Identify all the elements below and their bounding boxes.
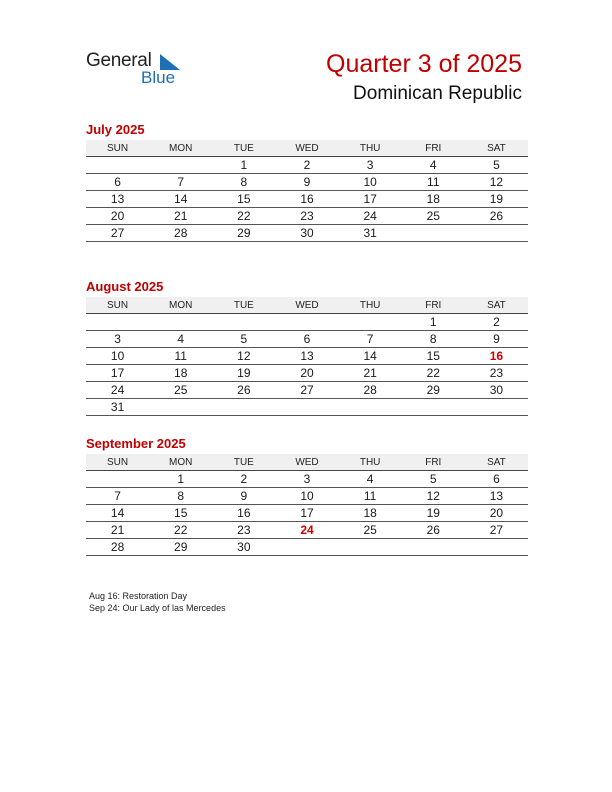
- weekday-header-row: [86, 297, 528, 314]
- weekday-header: WED: [275, 140, 338, 157]
- day-cell: 16: [275, 191, 338, 208]
- month-july: [86, 122, 528, 242]
- day-cell: 29: [402, 382, 465, 399]
- day-cell: 19: [212, 365, 275, 382]
- weekday-header: TUE: [212, 454, 275, 471]
- week-row: [86, 331, 528, 348]
- day-cell: 6: [465, 471, 528, 488]
- day-cell: 16: [465, 348, 528, 365]
- day-cell: 3: [86, 331, 149, 348]
- weekday-header: TUE: [212, 140, 275, 157]
- month-grid: [86, 297, 528, 416]
- day-cell: 8: [149, 488, 212, 505]
- day-cell: 24: [339, 208, 402, 225]
- day-cell: 11: [149, 348, 212, 365]
- month-grid: [86, 140, 528, 242]
- day-cell: 31: [86, 399, 149, 416]
- week-row: [86, 382, 528, 399]
- day-cell: 2: [275, 157, 338, 174]
- weekday-header: SUN: [86, 454, 149, 471]
- day-cell: 14: [339, 348, 402, 365]
- day-cell: 25: [402, 208, 465, 225]
- weekday-header: FRI: [402, 140, 465, 157]
- day-cell: 24: [86, 382, 149, 399]
- weekday-header-row: [86, 454, 528, 471]
- weekday-header: WED: [275, 297, 338, 314]
- logo-word-blue: Blue: [141, 68, 176, 87]
- day-cell: 6: [86, 174, 149, 191]
- day-cell: 19: [402, 505, 465, 522]
- day-cell: 2: [212, 471, 275, 488]
- day-cell: 10: [339, 174, 402, 191]
- empty-day-cell: [465, 539, 528, 556]
- empty-day-cell: [465, 225, 528, 242]
- day-cell: 1: [149, 471, 212, 488]
- weekday-header: SAT: [465, 297, 528, 314]
- day-cell: 25: [339, 522, 402, 539]
- day-cell: 13: [275, 348, 338, 365]
- week-row: [86, 365, 528, 382]
- day-cell: 12: [212, 348, 275, 365]
- day-cell: 18: [149, 365, 212, 382]
- day-cell: 15: [212, 191, 275, 208]
- day-cell: 29: [149, 539, 212, 556]
- day-cell: 13: [465, 488, 528, 505]
- day-cell: 10: [86, 348, 149, 365]
- weekday-header: THU: [339, 454, 402, 471]
- empty-day-cell: [149, 314, 212, 331]
- day-cell: 20: [86, 208, 149, 225]
- day-cell: 8: [402, 331, 465, 348]
- day-cell: 20: [465, 505, 528, 522]
- empty-day-cell: [212, 399, 275, 416]
- month-title: July 2025: [86, 122, 145, 137]
- day-cell: 7: [339, 331, 402, 348]
- day-cell: 23: [275, 208, 338, 225]
- day-cell: 30: [275, 225, 338, 242]
- empty-day-cell: [275, 539, 338, 556]
- day-cell: 17: [86, 365, 149, 382]
- day-cell: 21: [339, 365, 402, 382]
- day-cell: 22: [149, 522, 212, 539]
- day-cell: 18: [402, 191, 465, 208]
- weekday-header: FRI: [402, 297, 465, 314]
- day-cell: 22: [212, 208, 275, 225]
- weekday-header: MON: [149, 140, 212, 157]
- day-cell: 26: [212, 382, 275, 399]
- day-cell: 27: [465, 522, 528, 539]
- day-cell: 20: [275, 365, 338, 382]
- empty-day-cell: [402, 399, 465, 416]
- week-row: [86, 488, 528, 505]
- week-row: [86, 399, 528, 416]
- weekday-header: WED: [275, 454, 338, 471]
- day-cell: 30: [465, 382, 528, 399]
- day-cell: 23: [212, 522, 275, 539]
- week-row: [86, 174, 528, 191]
- day-cell: 4: [339, 471, 402, 488]
- weekday-header: FRI: [402, 454, 465, 471]
- week-row: [86, 471, 528, 488]
- day-cell: 12: [465, 174, 528, 191]
- day-cell: 10: [275, 488, 338, 505]
- day-cell: 26: [402, 522, 465, 539]
- day-cell: 27: [86, 225, 149, 242]
- empty-day-cell: [86, 157, 149, 174]
- empty-day-cell: [402, 539, 465, 556]
- week-row: [86, 191, 528, 208]
- week-row: [86, 208, 528, 225]
- week-row: [86, 157, 528, 174]
- day-cell: 5: [212, 331, 275, 348]
- empty-day-cell: [339, 539, 402, 556]
- day-cell: 28: [339, 382, 402, 399]
- holiday-note: Sep 24: Our Lady of las Mercedes: [89, 603, 226, 613]
- day-cell: 27: [275, 382, 338, 399]
- empty-day-cell: [86, 314, 149, 331]
- logo-word-general: General: [86, 50, 152, 71]
- day-cell: 9: [275, 174, 338, 191]
- day-cell: 29: [212, 225, 275, 242]
- day-cell: 2: [465, 314, 528, 331]
- weekday-header: TUE: [212, 297, 275, 314]
- weekday-header: MON: [149, 297, 212, 314]
- month-grid: [86, 454, 528, 556]
- day-cell: 11: [339, 488, 402, 505]
- month-title: September 2025: [86, 436, 186, 451]
- empty-day-cell: [275, 314, 338, 331]
- day-cell: 21: [86, 522, 149, 539]
- day-cell: 17: [339, 191, 402, 208]
- day-cell: 11: [402, 174, 465, 191]
- empty-day-cell: [275, 399, 338, 416]
- day-cell: 14: [149, 191, 212, 208]
- day-cell: 17: [275, 505, 338, 522]
- week-row: [86, 539, 528, 556]
- day-cell: 16: [212, 505, 275, 522]
- day-cell: 5: [402, 471, 465, 488]
- day-cell: 18: [339, 505, 402, 522]
- empty-day-cell: [149, 399, 212, 416]
- week-row: [86, 225, 528, 242]
- day-cell: 12: [402, 488, 465, 505]
- day-cell: 28: [149, 225, 212, 242]
- day-cell: 4: [149, 331, 212, 348]
- day-cell: 14: [86, 505, 149, 522]
- day-cell: 26: [465, 208, 528, 225]
- day-cell: 13: [86, 191, 149, 208]
- empty-day-cell: [339, 399, 402, 416]
- week-row: [86, 522, 528, 539]
- day-cell: 5: [465, 157, 528, 174]
- empty-day-cell: [212, 314, 275, 331]
- day-cell: 15: [149, 505, 212, 522]
- day-cell: 6: [275, 331, 338, 348]
- empty-day-cell: [402, 225, 465, 242]
- day-cell: 24: [275, 522, 338, 539]
- day-cell: 19: [465, 191, 528, 208]
- day-cell: 21: [149, 208, 212, 225]
- day-cell: 7: [149, 174, 212, 191]
- holiday-note: Aug 16: Restoration Day: [89, 591, 188, 601]
- day-cell: 4: [402, 157, 465, 174]
- day-cell: 30: [212, 539, 275, 556]
- weekday-header: SUN: [86, 140, 149, 157]
- day-cell: 31: [339, 225, 402, 242]
- empty-day-cell: [465, 399, 528, 416]
- day-cell: 8: [212, 174, 275, 191]
- day-cell: 1: [212, 157, 275, 174]
- week-row: [86, 314, 528, 331]
- day-cell: 22: [402, 365, 465, 382]
- country-name: Dominican Republic: [353, 83, 522, 104]
- month-september: [86, 436, 528, 556]
- day-cell: 25: [149, 382, 212, 399]
- week-row: [86, 348, 528, 365]
- weekday-header: SUN: [86, 297, 149, 314]
- weekday-header: MON: [149, 454, 212, 471]
- day-cell: 28: [86, 539, 149, 556]
- day-cell: 23: [465, 365, 528, 382]
- day-cell: 9: [212, 488, 275, 505]
- day-cell: 3: [339, 157, 402, 174]
- month-august: [86, 279, 528, 416]
- generalblue-logo: [86, 50, 186, 90]
- empty-day-cell: [86, 471, 149, 488]
- day-cell: 9: [465, 331, 528, 348]
- month-title: August 2025: [86, 279, 164, 294]
- day-cell: 7: [86, 488, 149, 505]
- weekday-header: SAT: [465, 140, 528, 157]
- weekday-header: SAT: [465, 454, 528, 471]
- weekday-header-row: [86, 140, 528, 157]
- weekday-header: THU: [339, 297, 402, 314]
- empty-day-cell: [149, 157, 212, 174]
- day-cell: 1: [402, 314, 465, 331]
- holiday-notes: [89, 590, 226, 614]
- week-row: [86, 505, 528, 522]
- weekday-header: THU: [339, 140, 402, 157]
- quarter-title: Quarter 3 of 2025: [326, 50, 522, 78]
- day-cell: 15: [402, 348, 465, 365]
- empty-day-cell: [339, 314, 402, 331]
- day-cell: 3: [275, 471, 338, 488]
